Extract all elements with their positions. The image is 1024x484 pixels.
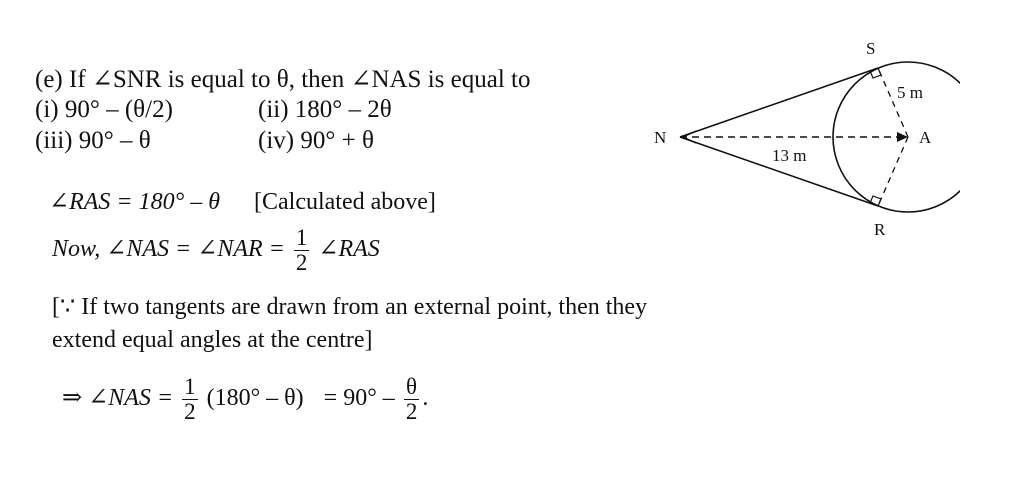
fraction-numerator: θ [406, 374, 418, 399]
final-middle: (180° – θ) [206, 385, 304, 412]
fraction-denominator: 2 [405, 399, 418, 424]
question-stem: (e) If ∠SNR is equal to θ, then ∠NAS is equal to [35, 66, 531, 93]
fraction-denominator: 2 [295, 250, 308, 275]
ras-angle: ∠RAS [318, 236, 380, 263]
label-r: R [874, 220, 886, 239]
calculated-above-note: [Calculated above] [254, 189, 436, 215]
final-prefix: ⇒ ∠NAS = [62, 385, 174, 412]
reason-line-1: [∵ If two tangents are drawn from an external point, then they [52, 294, 648, 320]
solution-line-2 [52, 226, 380, 275]
theta-half-fraction [404, 375, 420, 424]
label-n: N [654, 128, 667, 147]
radius-as [878, 68, 908, 137]
distance-label: 13 m [772, 146, 807, 165]
label-a: A [919, 128, 932, 147]
option-iii: (iii) 90° – θ [35, 127, 151, 154]
option-iv: (iv) 90° + θ [258, 127, 374, 154]
final-period: . [422, 385, 429, 412]
radius-ar [878, 137, 908, 206]
final-line [62, 375, 428, 424]
tangent-circle-diagram [640, 30, 960, 250]
fraction-denominator: 2 [184, 399, 196, 424]
option-ii: (ii) 180° – 2θ [258, 96, 392, 123]
label-s: S [866, 39, 876, 58]
nas-nar-equation: Now, ∠NAS = ∠NAR = [52, 236, 285, 263]
final-half-fraction [182, 375, 198, 424]
ras-equation: ∠RAS = 180° – θ [49, 189, 221, 215]
half-fraction [294, 226, 310, 275]
radius-label: 5 m [897, 83, 923, 102]
solution-line-1 [49, 188, 436, 216]
reason-line-2: extend equal angles at the centre] [52, 327, 373, 353]
tangent-ns [680, 68, 878, 137]
final-equals: = 90° – [323, 385, 395, 412]
fraction-numerator: 1 [295, 225, 308, 250]
fraction-numerator: 1 [184, 374, 196, 399]
option-i: (i) 90° – (θ/2) [35, 96, 173, 123]
